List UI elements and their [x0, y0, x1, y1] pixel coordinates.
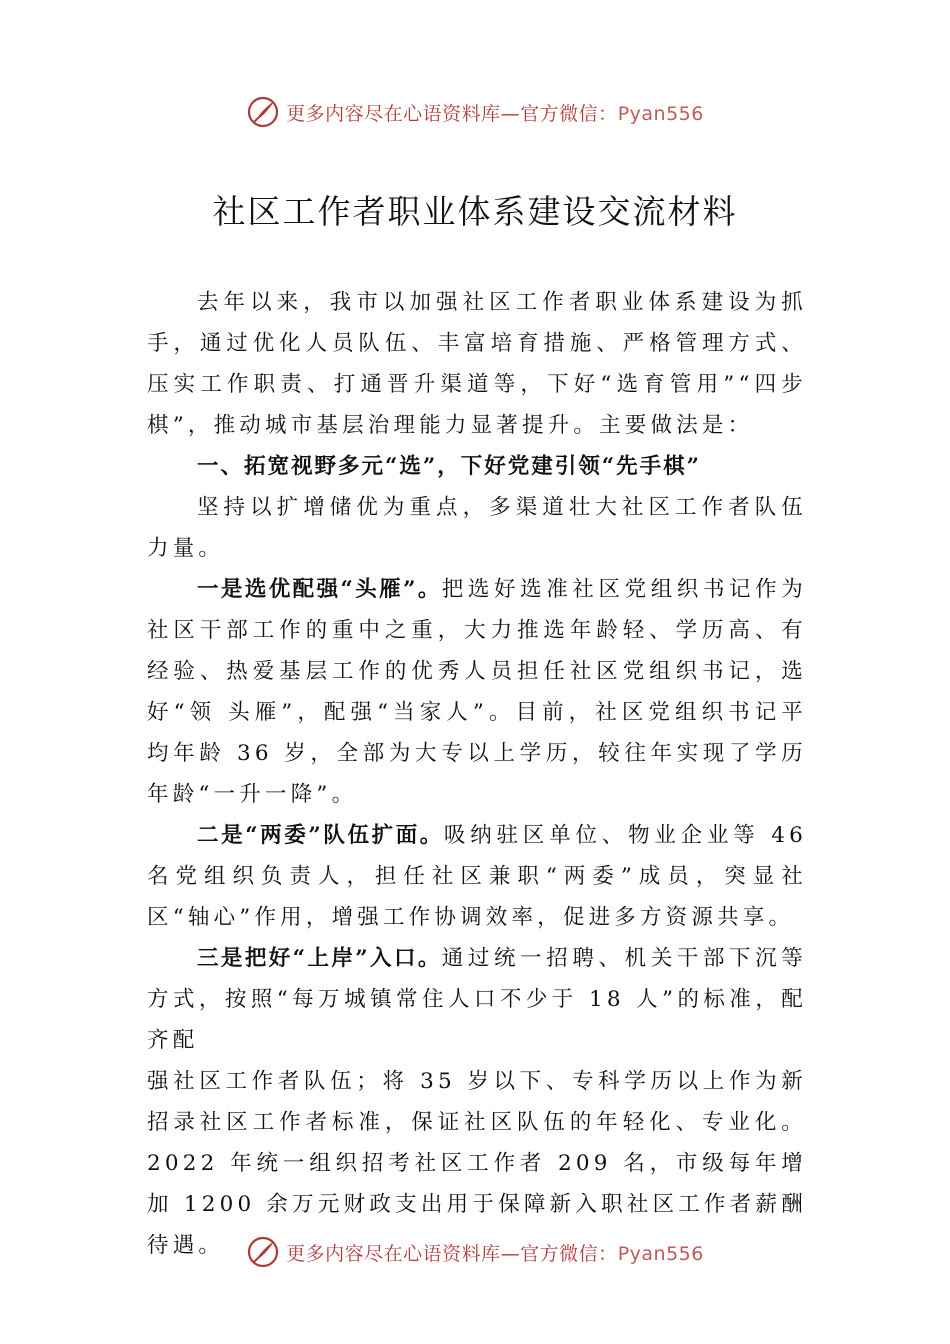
banner-text — [286, 1239, 704, 1266]
section-summary: 坚持以扩增储优为重点，多渠道壮大社区工作者队伍力量。 — [147, 495, 807, 561]
item-lead-1: 一是选优配强“头雁”。 — [197, 577, 442, 602]
item-paragraph-3-continuation: 强社区工作者队伍；将 35 岁以下、专科学历以上作为新招录社区工作者标准，保证社区队伍的年轻化、专业化。2022 年统一组织招考社区工作者 209 名，市级每年增加 1200 余万元财政支出用于保障新入职社区工作者薪酬待遇。 — [147, 1069, 807, 1258]
item-lead-3: 三是把好“上岸”入口。 — [197, 946, 442, 971]
banner-separator: —官方微信： — [500, 1242, 618, 1265]
item-body-2: 吸纳驻区单位、物业企业等 46 名党组织负责人，担任社区兼职“两委”成员，突显社区“轴心”作用，增强工作协调效率，促进多方资源共享。 — [147, 823, 808, 930]
header-banner — [0, 92, 950, 132]
wechat-id: Pyan556 — [617, 102, 704, 125]
document-body — [147, 282, 807, 1266]
quill-logo-icon — [246, 95, 280, 129]
banner-content — [246, 1235, 704, 1269]
item-body-3: 通过统一招聘、机关干部下沉等方式，按照“每万城镇常住人口不少于 18 人”的标准，配齐配 — [147, 946, 807, 1053]
document-title: 社区工作者职业体系建设交流材料 — [212, 192, 738, 231]
item-paragraph-2 — [147, 815, 807, 938]
banner-prefix: 更多内容尽在心语资料库 — [286, 102, 501, 125]
item-body-1: 把选好选准社区党组织书记作为社区干部工作的重中之重，大力推选年龄轻、学历高、有经验、热爱基层工作的优秀人员担任社区党组织书记，选好“领 头雁”，配强“当家人”。目前，社区党组织书记平均年龄 36 岁，全部为大专以上学历，较往年实现了学历年龄“一升一降”。 — [147, 577, 807, 807]
item-lead-2: 二是“两委”队伍扩面。 — [197, 823, 444, 848]
footer-banner — [0, 1232, 950, 1272]
banner-separator: —官方微信： — [500, 102, 618, 125]
item-paragraph-1 — [147, 569, 807, 815]
intro-paragraph: 去年以来，我市以加强社区工作者职业体系建设为抓手，通过优化人员队伍、丰富培育措施、严格管理方式、压实工作职责、打通晋升渠道等，下好“选育管用”“四步棋”，推动城市基层治理能力显著提升。主要做法是： — [147, 290, 807, 438]
banner-prefix: 更多内容尽在心语资料库 — [286, 1242, 501, 1265]
quill-logo-icon — [246, 1235, 280, 1269]
wechat-id: Pyan556 — [617, 1242, 704, 1265]
banner-content — [246, 95, 704, 129]
banner-text — [286, 99, 704, 126]
item-paragraph-3 — [147, 938, 807, 1061]
section-heading: 一、拓宽视野多元“选”，下好党建引领“先手棋” — [197, 454, 701, 479]
